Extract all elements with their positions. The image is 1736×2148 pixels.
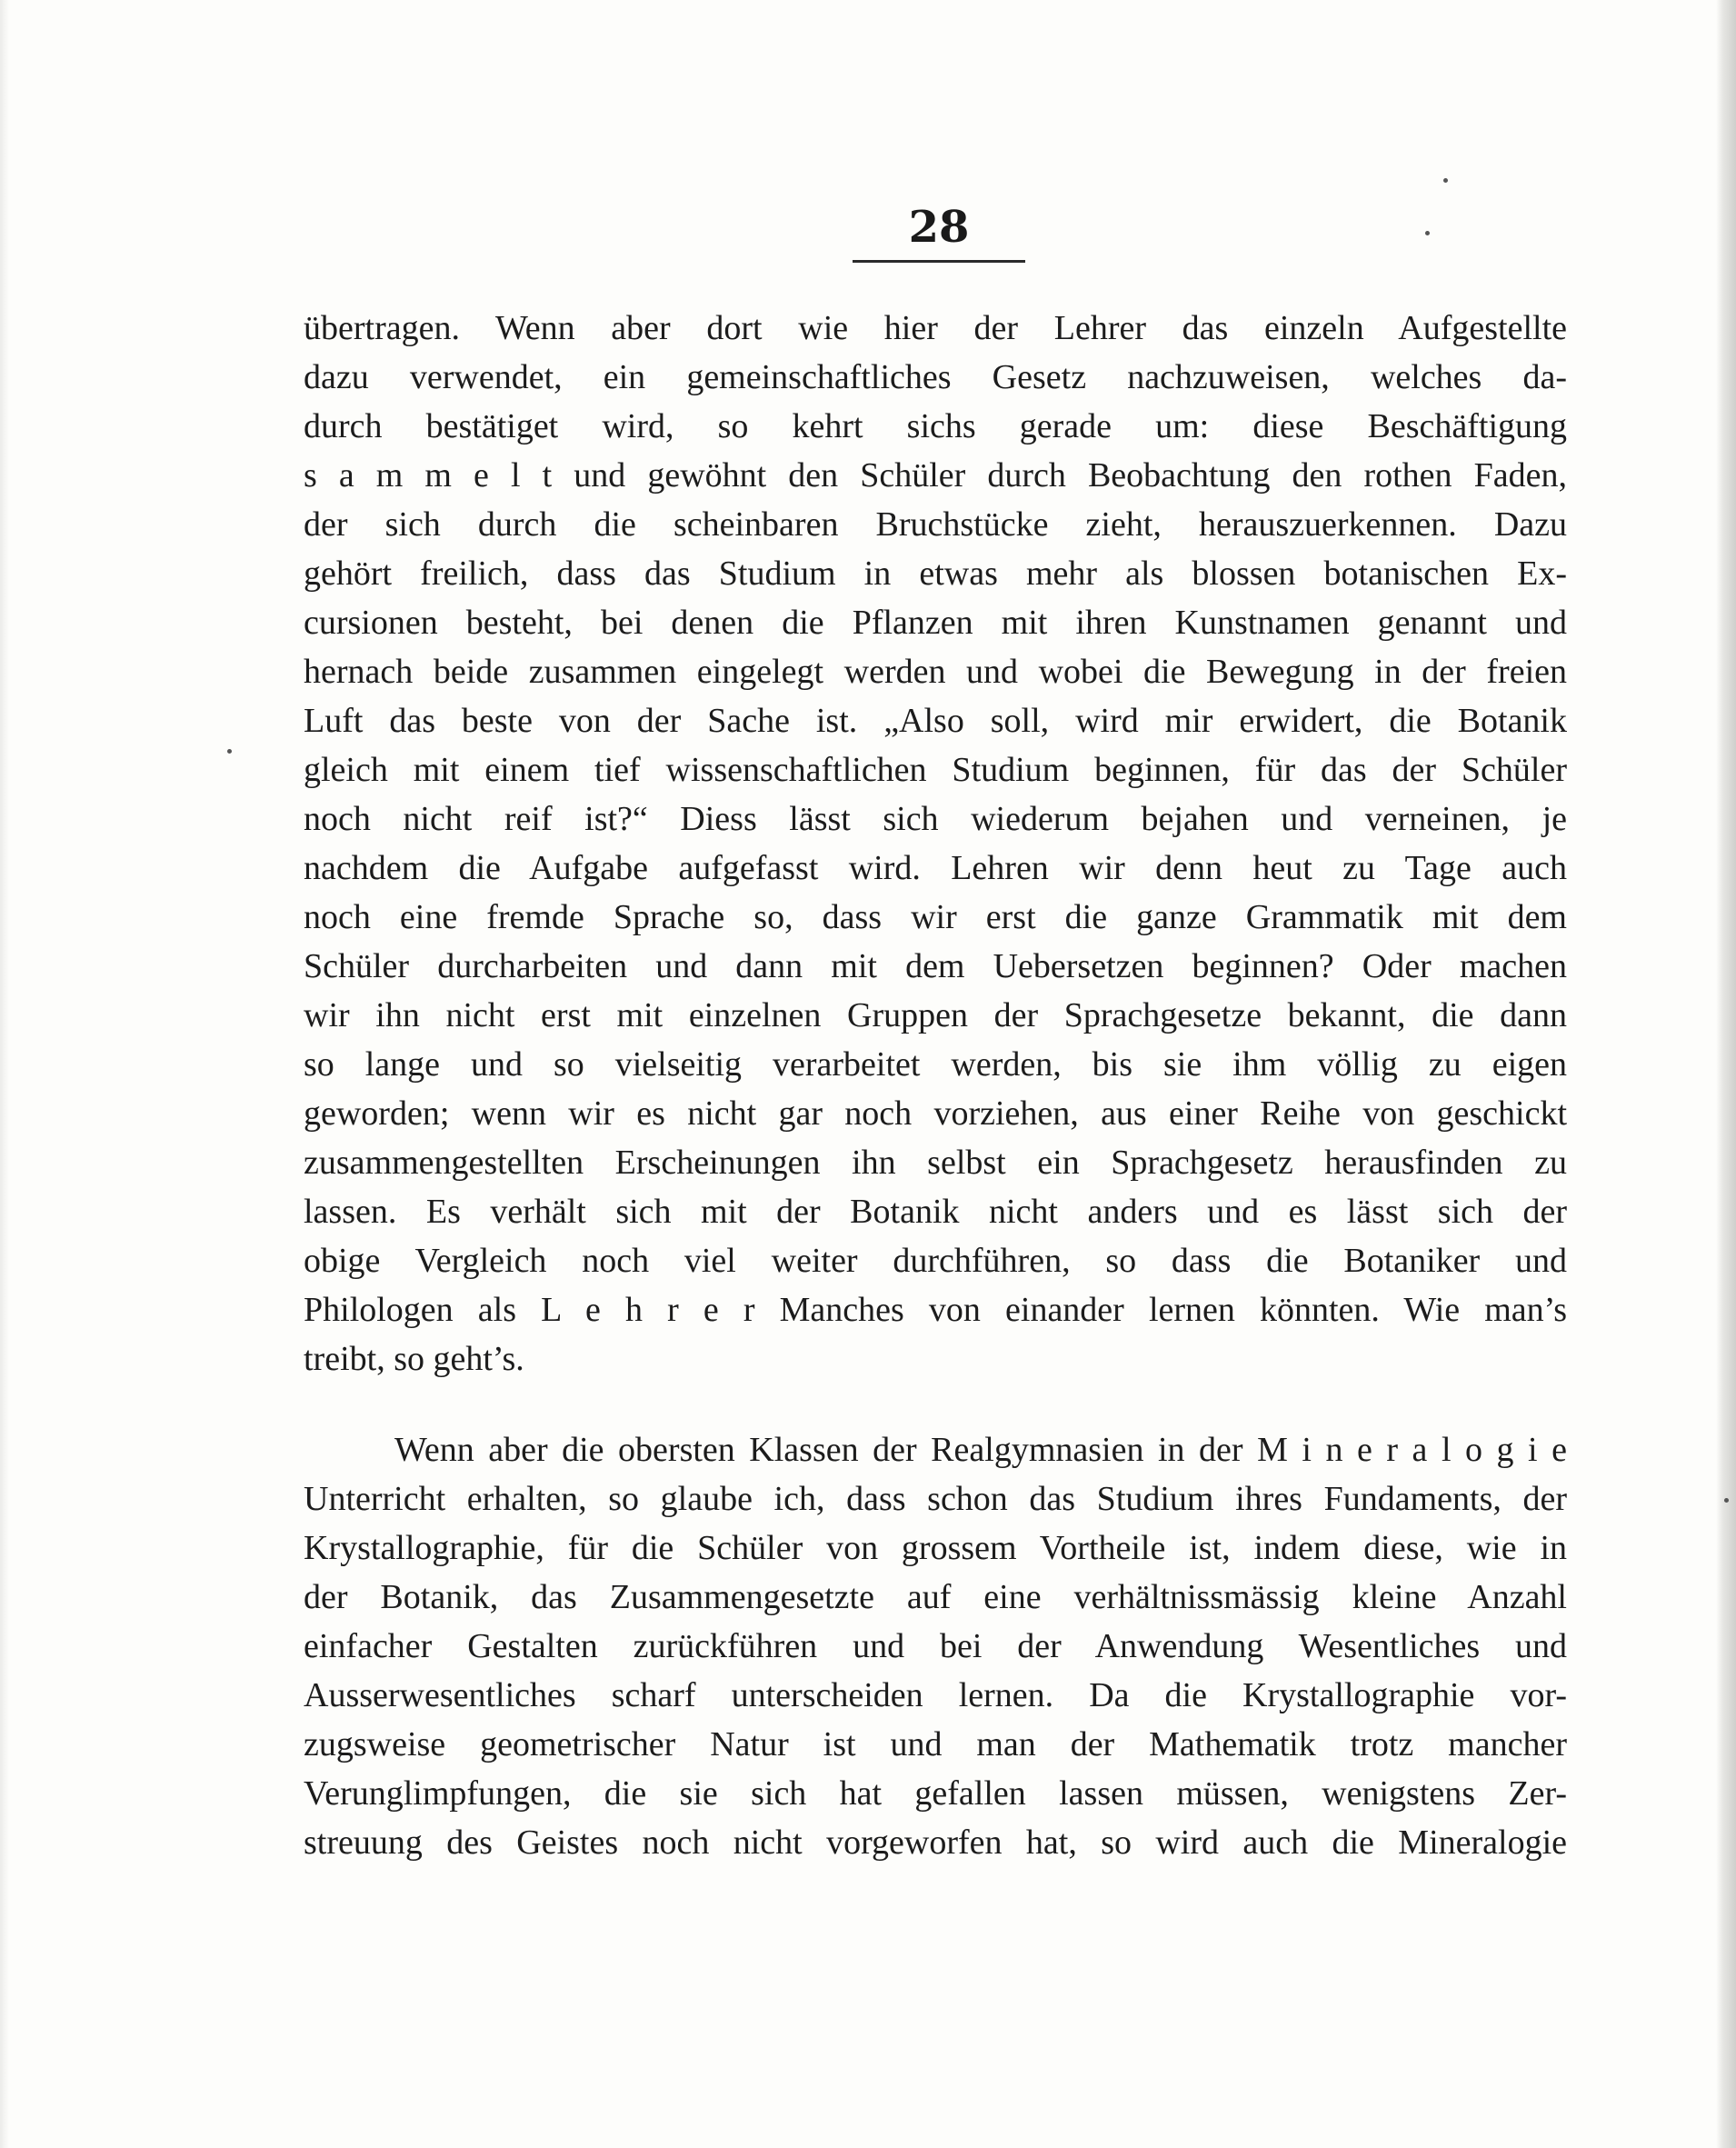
- text-line: dazu verwendet, ein gemeinschaftliches Gesetz nachzuweisen, welches da-: [304, 358, 1567, 396]
- text-line: zugsweise geometrischer Natur ist und man der Mathematik trotz mancher: [304, 1725, 1567, 1763]
- text-line: der Botanik, das Zusammengesetzte auf eine verhältnissmässig kleine Anzahl: [304, 1578, 1567, 1616]
- paragraph-1: [304, 304, 1567, 1384]
- text-line: übertragen. Wenn aber dort wie hier der Lehrer das einzeln Aufgestellte: [304, 309, 1567, 347]
- text-line: Verunglimpfungen, die sie sich hat gefallen lassen müssen, wenigstens Zer-: [304, 1774, 1567, 1813]
- text-line: lassen. Es verhält sich mit der Botanik nicht anders und es lässt sich der: [304, 1193, 1567, 1231]
- ink-speck: [227, 749, 232, 754]
- text-line: s a m m e l t und gewöhnt den Schüler durch Beobachtung den rothen Faden,: [304, 456, 1567, 495]
- text-line: noch eine fremde Sprache so, dass wir erst die ganze Grammatik mit dem: [304, 898, 1567, 936]
- ink-speck: [1425, 231, 1430, 235]
- text-line: gleich mit einem tief wissenschaftlichen Studium beginnen, für das der Schüler: [304, 751, 1567, 789]
- text-line: obige Vergleich noch viel weiter durchführen, so dass die Botaniker und: [304, 1242, 1567, 1280]
- text-line: noch nicht reif ist?“ Diess lässt sich wiederum bejahen und verneinen, je: [304, 800, 1567, 838]
- text-line: gehört freilich, dass das Studium in etwas mehr als blossen botanischen Ex-: [304, 554, 1567, 593]
- text-line: so lange und so vielseitig verarbeitet werden, bis sie ihm völlig zu eigen: [304, 1045, 1567, 1084]
- text-line: treibt, so geht’s.: [304, 1340, 524, 1378]
- text-line: hernach beide zusammen eingelegt werden und wobei die Bewegung in der freien: [304, 653, 1567, 691]
- text-line: einfacher Gestalten zurückführen und bei der Anwendung Wesentliches und: [304, 1627, 1567, 1665]
- text-line: Ausserwesentliches scharf unterscheiden lernen. Da die Krystallographie vor-: [304, 1676, 1567, 1714]
- text-line: Philologen als L e h r e r Manches von einander lernen könnten. Wie man’s: [304, 1291, 1567, 1329]
- text-line: wir ihn nicht erst mit einzelnen Gruppen der Sprachgesetze bekannt, die dann: [304, 996, 1567, 1034]
- text-line: nachdem die Aufgabe aufgefasst wird. Lehren wir denn heut zu Tage auch: [304, 849, 1567, 887]
- ink-speck: [1443, 178, 1448, 183]
- text-line: der sich durch die scheinbaren Bruchstücke zieht, herauszuerkennen. Dazu: [304, 505, 1567, 544]
- text-line: Krystallographie, für die Schüler von grossem Vortheile ist, indem diese, wie in: [304, 1529, 1567, 1567]
- page-right-edge-shadow: [1716, 0, 1736, 2148]
- page-number: 28: [908, 202, 970, 253]
- text-line: zusammengestellten Erscheinungen ihn selbst ein Sprachgesetz herausfinden zu: [304, 1144, 1567, 1182]
- text-line: Schüler durcharbeiten und dann mit dem Uebersetzen beginnen? Oder machen: [304, 947, 1567, 985]
- text-line: geworden; wenn wir es nicht gar noch vorziehen, aus einer Reihe von geschickt: [304, 1094, 1567, 1133]
- paragraph-2: [304, 1425, 1567, 1867]
- text-line: Wenn aber die obersten Klassen der Realgymnasien in der M i n e r a l o g i e: [394, 1431, 1567, 1469]
- text-line: streuung des Geistes noch nicht vorgeworfen hat, so wird auch die Mineralogie: [304, 1823, 1567, 1862]
- text-line: Luft das beste von der Sache ist. „Also soll, wird mir erwidert, die Botanik: [304, 702, 1567, 740]
- page-left-margin-shadow: [0, 0, 9, 2148]
- text-line: Unterricht erhalten, so glaube ich, dass schon das Studium ihres Fundaments, der: [304, 1480, 1567, 1518]
- page-number-rule: [853, 260, 1025, 263]
- text-line: durch bestätiget wird, so kehrt sichs gerade um: diese Beschäftigung: [304, 407, 1567, 445]
- ink-speck: [1724, 1498, 1729, 1503]
- text-line: cursionen besteht, bei denen die Pflanzen mit ihren Kunstnamen genannt und: [304, 604, 1567, 642]
